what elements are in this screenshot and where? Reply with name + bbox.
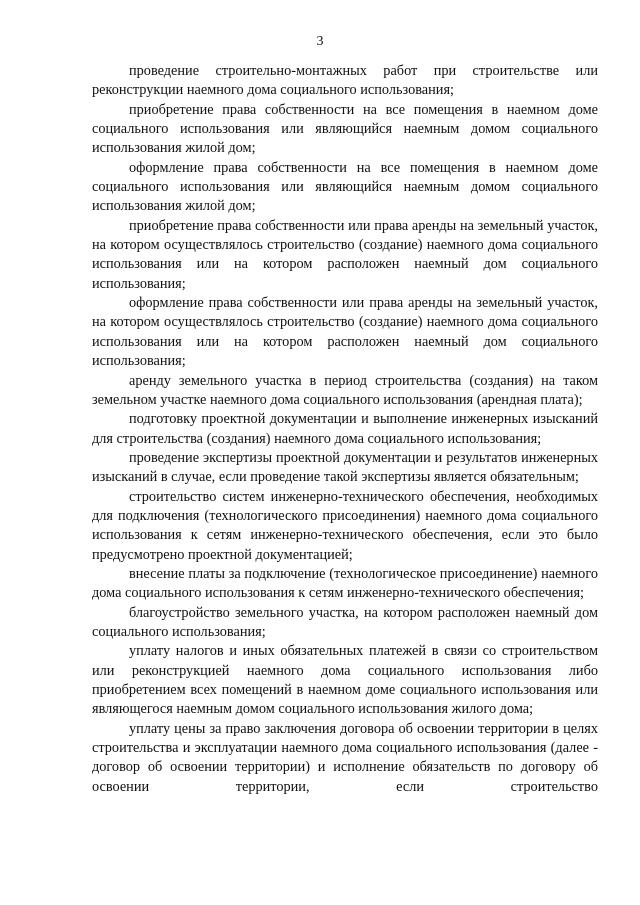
paragraph-engineering-systems: строительство систем инженерно-технического обеспечения, необходимых для подключения (технологического присоединения) наемного дома социального использования к сетям инженерно-технического обеспечения, если это было предусмотрено проектной документацией;: [92, 488, 598, 563]
document-body: [92, 62, 598, 797]
paragraph-territory-agreement: уплату цены за право заключения договора об освоении территории в целях строительства и эксплуатации наемного дома социального использования (далее - договор об освоении территории) и исполнение обязательств по договору об освоении территории, если строительство: [92, 720, 598, 795]
paragraph-connection-fee: внесение платы за подключение (технологическое присоединение) наемного дома социального использования к сетям инженерно-технического обеспечения;: [92, 565, 598, 602]
paragraph-land-lease: аренду земельного участка в период строительства (создания) на таком земельном участке наемного дома социального использования (арендная плата);: [92, 372, 598, 408]
paragraph-acquire-land-rights: приобретение права собственности или права аренды на земельный участок, на котором осуществлялось строительство (создание) наемного дома социального использования или на котором расположен наемный дом социального использования;: [92, 217, 598, 292]
page-number: 3: [316, 34, 324, 49]
paragraph-taxes: уплату налогов и иных обязательных платежей в связи со строительством или реконструкцией наемного дома социального использования либо приобретением всех помещений в наемном доме социального использования или являющегося наемным домом социального использования жилого дома;: [92, 643, 598, 718]
paragraph-expertise: проведение экспертизы проектной документации и результатов инженерных изысканий в случае, если проведение такой экспертизы является обязательным;: [92, 449, 598, 486]
paragraph-project-documentation: подготовку проектной документации и выполнение инженерных изысканий для строительства (создания) наемного дома социального использования;: [92, 411, 598, 447]
paragraph-landscaping: благоустройство земельного участка, на котором расположен наемный дом социального использования;: [92, 604, 598, 640]
paragraph-acquire-ownership-premises: приобретение права собственности на все помещения в наемном доме социального использования или являющийся наемным домом социального использования жилой дом;: [92, 101, 598, 157]
paragraph-construction-works: проведение строительно-монтажных работ при строительстве или реконструкции наемного дома социального использования;: [92, 63, 598, 99]
paragraph-register-land-rights: оформление права собственности или права аренды на земельный участок, на котором осуществлялось строительство (создание) наемного дома социального использования или на котором расположен наемный дом социального использования;: [92, 295, 598, 370]
paragraph-register-ownership-premises: оформление права собственности на все помещения в наемном доме социального использования или являющийся наемным домом социального использования жилой дом;: [92, 159, 598, 215]
